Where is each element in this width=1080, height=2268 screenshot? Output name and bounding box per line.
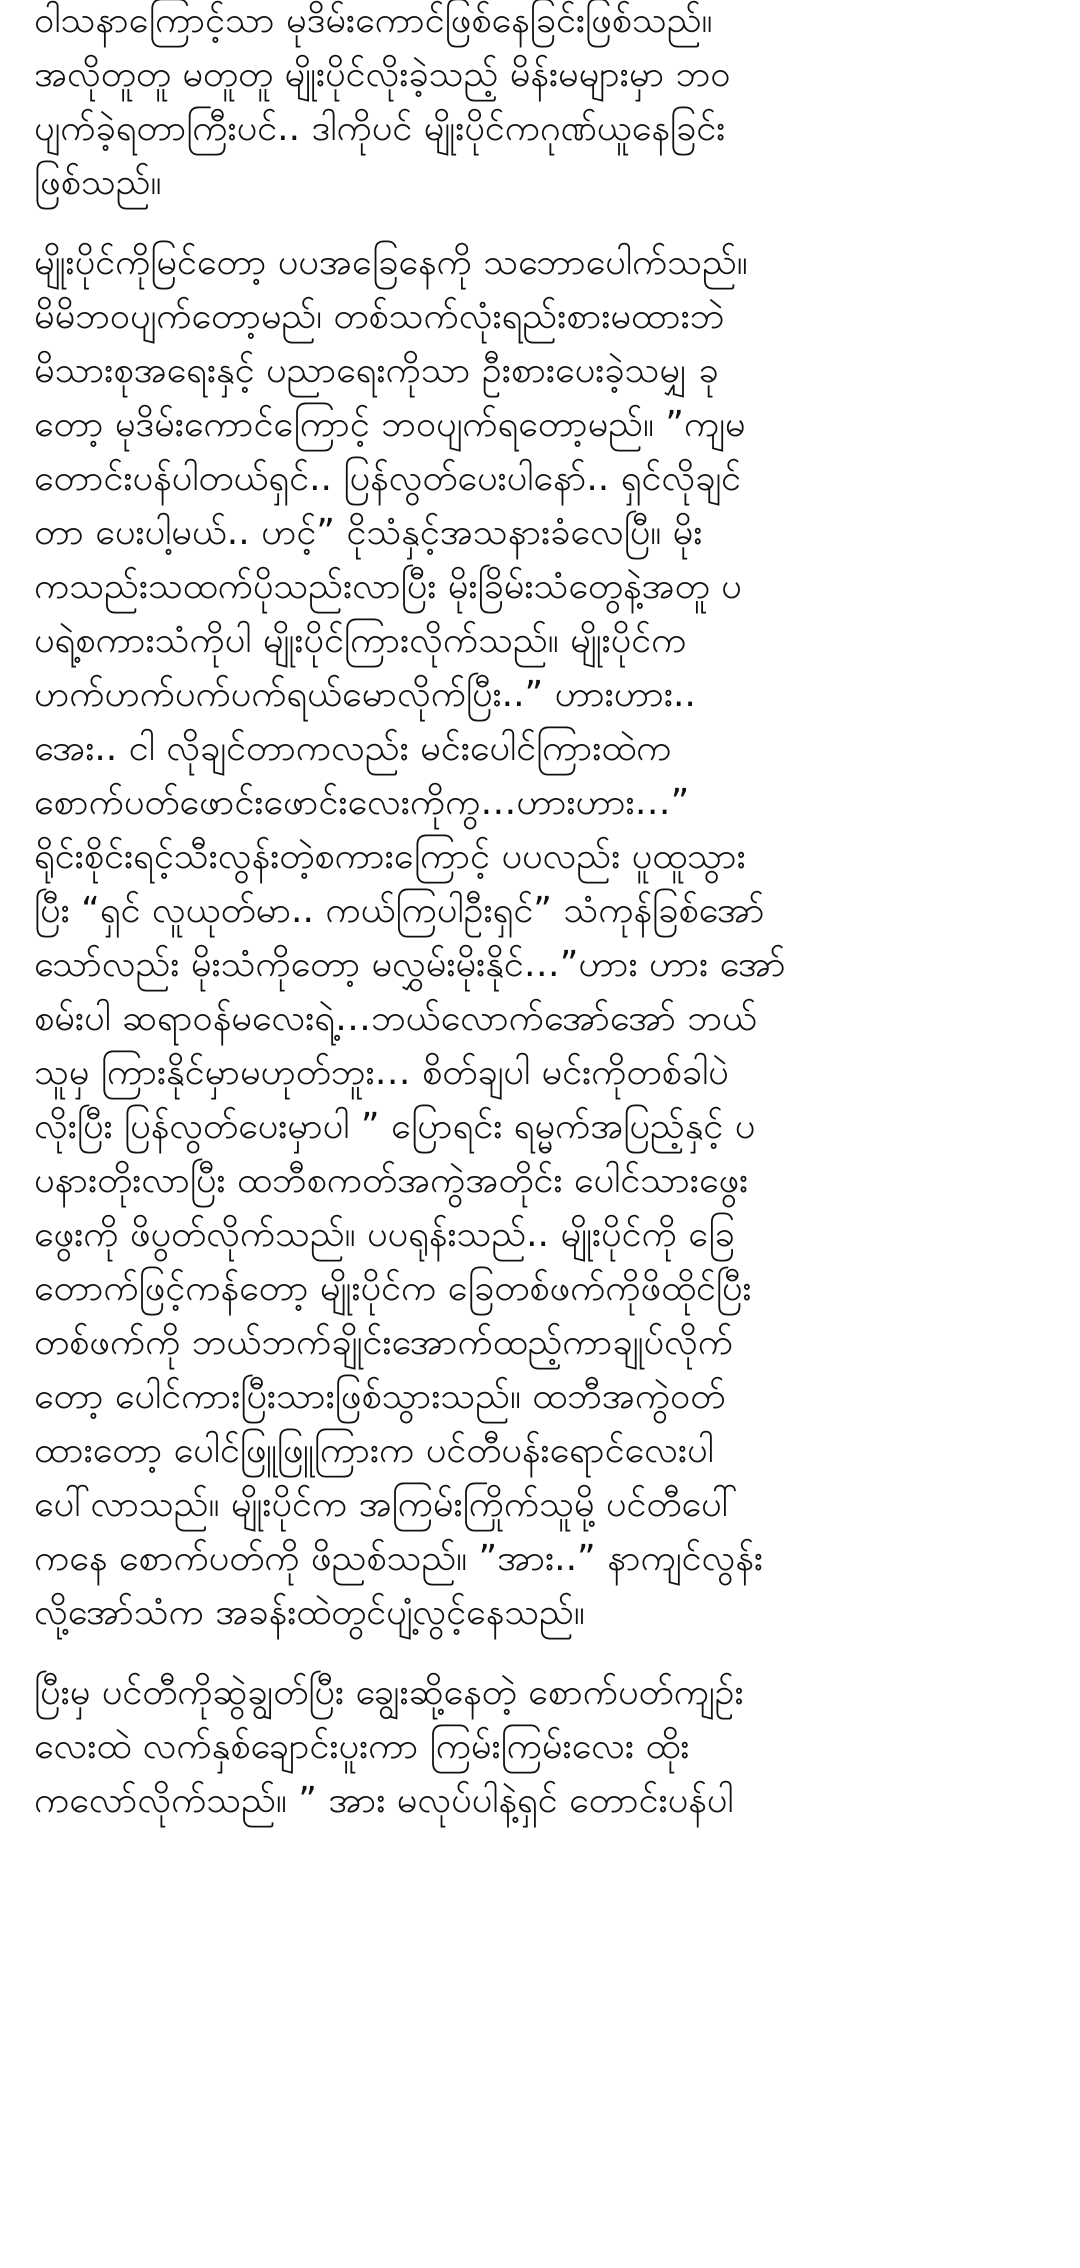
text-line: စမ်းပါ ဆရာဝန်မလေးရဲ့…ဘယ်လောက်အော်အော် ဘယ် — [34, 998, 757, 1039]
text-line: တောက်ဖြင့်ကန်တော့ မျိုးပိုင်က ခြေတစ်ဖက်ကိုဖိထိုင်ပြီး — [34, 1268, 752, 1309]
text-line: တစ်ဖက်ကို ဘယ်ဘက်ချိုင်းအောက်ထည့်ကာချုပ်လိုက် — [34, 1322, 733, 1363]
text-line: တော့ မုဒိမ်းကောင်ကြောင့် ဘဝပျက်ရတော့မည်။ ”ကျမ — [34, 404, 746, 445]
paragraph-1 — [34, 0, 1044, 210]
text-line: ဖွေးကို ဖိပွတ်လိုက်သည်။ ပပရုန်းသည်.. မျိုးပိုင်ကို ခြေ — [34, 1214, 735, 1255]
text-line: ပေါ်လာသည်။ မျိုးပိုင်က အကြမ်းကြိုက်သူမို့ ပင်တီပေါ် — [34, 1484, 738, 1525]
text-line: လိုးပြီး ပြန်လွတ်ပေးမှာပါ ” ပြောရင်း ရမ္မက်အပြည့်နှင့် ပ — [34, 1106, 756, 1147]
text-line: ဟက်ဟက်ပက်ပက်ရယ်မောလိုက်ပြီး..” ဟားဟား.. — [34, 674, 696, 715]
text-line: ဖြစ်သည်။ — [34, 162, 162, 203]
text-line: သူမှ ကြားနိုင်မှာမဟုတ်ဘူး… စိတ်ချပါ မင်းကိုတစ်ခါပဲ — [34, 1052, 729, 1093]
text-line: ပြီးမှ ပင်တီကိုဆွဲချွတ်ပြီး ချွေးဆို့နေတဲ့ စောက်ပတ်ကျဉ်း — [34, 1672, 744, 1713]
text-line: ပျက်ခဲ့ရတာကြီးပင်.. ဒါကိုပင် မျိုးပိုင်ကဂုဏ်ယူနေခြင်း — [34, 108, 726, 149]
article-body — [34, 0, 1044, 1828]
text-line: ပရဲ့စကားသံကိုပါ မျိုးပိုင်ကြားလိုက်သည်။ မျိုးပိုင်က — [34, 620, 687, 661]
text-line: ကလော်လိုက်သည်။ ” အား မလုပ်ပါနဲ့ရှင် တောင်းပန်ပါ — [34, 1780, 734, 1821]
text-line: အေး.. ငါ လိုချင်တာကလည်း မင်းပေါင်ကြားထဲက — [34, 728, 672, 769]
text-line: လေးထဲ လက်နှစ်ချောင်းပူးကာ ကြမ်းကြမ်းလေး ထိုး — [34, 1726, 690, 1767]
text-line: ဝါသနာကြောင့်သာ မုဒိမ်းကောင်ဖြစ်နေခြင်းဖြစ်သည်။ — [34, 0, 713, 41]
text-line: ကနေ စောက်ပတ်ကို ဖိညစ်သည်။ ”အား..” နာကျင်လွန်း — [34, 1538, 763, 1579]
paragraph-3 — [34, 1666, 1044, 1828]
text-line: ပြီး “ရှင် လူယုတ်မာ.. ကယ်ကြပါဦးရှင်” သံကုန်ခြစ်အော် — [34, 890, 765, 931]
text-line: စောက်ပတ်ဖောင်းဖောင်းလေးကိုကွ…ဟားဟား…” — [34, 782, 690, 823]
text-line: သော်လည်း မိုးသံကိုတော့ မလွှမ်းမိုးနိုင်…”ဟား ဟား အော် — [34, 944, 786, 985]
text-line: တော့ ပေါင်ကားပြီးသားဖြစ်သွားသည်။ ထဘီအကွဲဝတ် — [34, 1376, 726, 1417]
text-line: ကသည်းသထက်ပိုသည်းလာပြီး မိုးခြိမ်းသံတွေနဲ့အတူ ပ — [34, 566, 742, 607]
text-line: တာ ပေးပါ့မယ်.. ဟင့်” ငိုသံနှင့်အသနားခံလေပြီ။ မိုး — [34, 512, 703, 553]
text-line: အလိုတူတူ မတူတူ မျိုးပိုင်လိုးခဲ့သည့် မိန်းမများမှာ ဘဝ — [34, 54, 731, 95]
text-line: ရိုင်းစိုင်းရင့်သီးလွန်းတဲ့စကားကြောင့် ပပလည်း ပူထူသွား — [34, 836, 746, 877]
text-line: မိမိဘဝပျက်တော့မည်၊ တစ်သက်လုံးရည်းစားမထားဘဲ — [34, 296, 725, 337]
text-line: မိသားစုအရေးနှင့် ပညာရေးကိုသာ ဦးစားပေးခဲ့သမျှ ခု — [34, 350, 719, 391]
text-line: ပနားတိုးလာပြီး ထဘီစကတ်အကွဲအတိုင်း ပေါင်သားဖွေး — [34, 1160, 749, 1201]
text-line: ထားတော့ ပေါင်ဖြူဖြူကြားက ပင်တီပန်းရောင်လေးပါ — [34, 1430, 714, 1471]
text-line: မျိုးပိုင်ကိုမြင်တော့ ပပအခြေနေကို သဘောပေါက်သည်။ — [34, 242, 748, 283]
text-line: လို့အော်သံက အခန်းထဲတွင်ပျံ့လွင့်နေသည်။ — [34, 1592, 585, 1633]
text-line: တောင်းပန်ပါတယ်ရှင်.. ပြန်လွတ်ပေးပါနော်.. ရှင်လိုချင် — [34, 458, 741, 499]
paragraph-2 — [34, 236, 1044, 1640]
